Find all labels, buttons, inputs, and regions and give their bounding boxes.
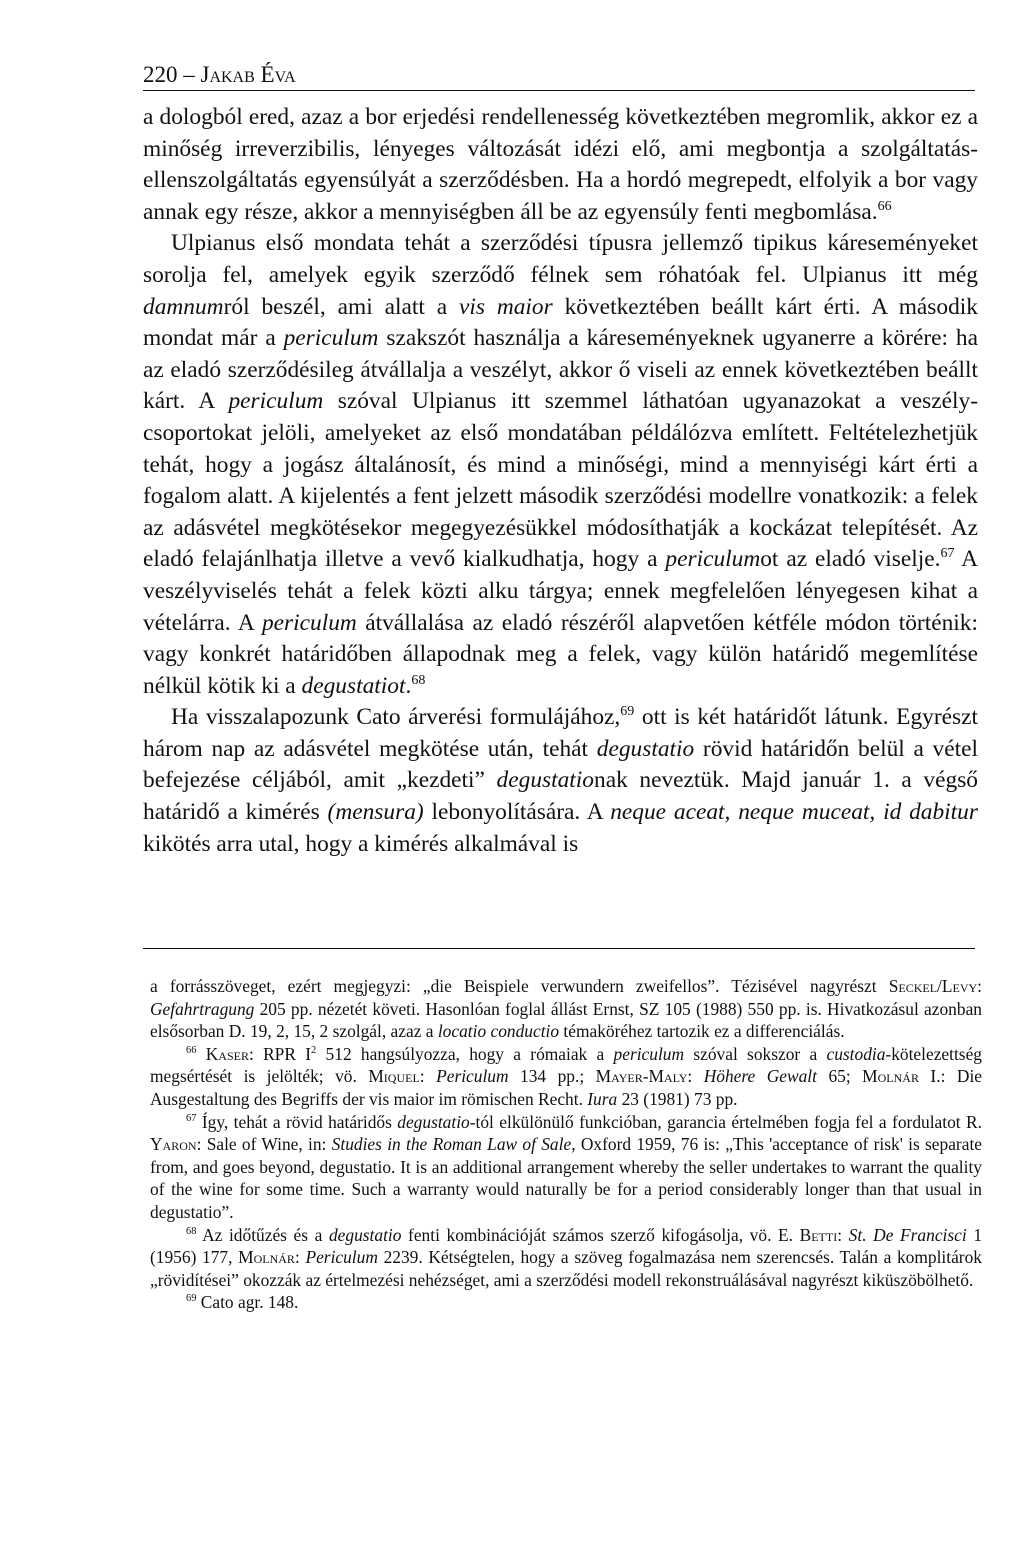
paragraph: a dologból ered, azaz a bor erjedési rendellenesség következtében megromlik, akkor ez a minőség irreverzibilis, lényeges változását idézi elő, ami megbontja a szolgáltatás-ellenszolgáltatás egyensúlyát a szerződésben. Ha a hordó megrepedt, elfolyik a bor vagy annak egy része, akkor a mennyiségben áll be az egyensúly fenti megbomlása.$^{66}$ bbox=[143, 104, 978, 225]
footnote-ref: 69 bbox=[620, 703, 635, 720]
author-name: Jakab Éva bbox=[200, 62, 296, 87]
footnotes bbox=[150, 975, 982, 1314]
main-text bbox=[143, 102, 978, 860]
running-header bbox=[143, 62, 975, 91]
footnote-66: $^{66}$ Kaser: RPR $I^2$ 512 hangsúlyozza, hogy a rómaiak a periculum szóval sokszor a custodia-kötelezettség megsértését is jelölték; vö. Miquel: Periculum 134 pp.; Mayer-Maly: Höhere Gewalt 65; Molnár I.: Die Ausgestaltung des Begriffs der vis maior im römischen Recht. Iura 23 (1981) 73 pp. bbox=[150, 1043, 982, 1109]
page-number: 220 – bbox=[143, 62, 195, 87]
footnote-ref: 68 bbox=[411, 671, 426, 688]
footnote-68: $^{68}$ Az időtűzés és a degustatio fenti kombinációját számos szerző kifogásolja, vö. E. Betti: St. De Francisci 1 (1956) 177, Molnár: Periculum 2239. Kétségtelen, hogy a szöveg fogalmazása nem szerencsés. Talán a komplitárok „rövidítései” okozzák az értelmezési nehézséget, ami a szerződési modell rekonstruálásával nagyrészt kiküszöbölhető. bbox=[150, 1224, 983, 1290]
paragraph: Ulpianus első mondata tehát a szerződési típusra jellemző tipikus káreseményeket sorolja fel, amelyek egyik szerződő félnek sem róhatóak fel. Ulpianus itt még damnumról beszél, ami alatt a vis maior következtében beállt kárt érti. A második mondat már a periculum szakszót használja a káreseményeknek ugyanerre a körére: ha az eladó szerződésileg átvállalja a veszélyt, akkor ő viseli az ennek következtében beállt kárt. A periculum szóval Ulpianus itt szemmel láthatóan ugyanazokat a veszély-csoportokat jelöli, amelyeket az első mondatában példálózva említett. Feltételezhetjük tehát, hogy a jogász általánosít, és mind a minőségi, mind a mennyiségi kárt érti a fogalom alatt. A kijelentés a fent jelzett második szerződési modellre vonatkozik: a felek az adásvétel megkötésekor megegyezésükkel módosíthatják a kockázat telepítését. Az eladó felajánlhatja illetve a vevő kialkudhatja, hogy a periculumot az eladó viselje.$^{67}$ A veszélyviselés tehát a felek közti alku tárgya; ennek megfelelően lényegesen kihat a vételárra. A periculum átvállalása az eladó részéről alapvetően kétféle módon történik: vagy konkrét határidőben állapodnak meg a felek, vagy külön határidő megemlítése nélkül kötik ki a degustatiot.$^{68}$ bbox=[143, 230, 979, 699]
footnote-ref: 66 bbox=[877, 197, 892, 214]
footnote-ref: 67 bbox=[940, 545, 955, 562]
footnote-69: $^{69}$ Cato agr. 148. bbox=[186, 1292, 299, 1313]
footnote-continuation: a forrásszöveget, ezért megjegyzi: „die Beispiele verwundern zweifellos”. Tézisével nagyrészt Seckel/Levy: Gefahrtragung 205 pp. nézetét követi. Hasonlóan foglal állást Ernst, SZ 105 (1988) 550 pp. is. Hivatkozásul azonban elsősorban D. 19, 2, 15, 2 szolgál, azaz a locatio conductio témaköréhez tartozik ez a differenciálás. bbox=[150, 976, 982, 1042]
paragraph: Ha visszalapozunk Cato árverési formulájához,$^{69}$ ott is két határidőt látunk. Egyrészt három nap az adásvétel megkötése után, tehát degustatio rövid határidőn belül a vétel befejezése céljából, amit „kezdeti” degustationak neveztük. Majd január 1. a végső határidő a kimérés (mensura) lebonyolítására. A neque aceat, neque muceat, id dabitur kikötés arra utal, hogy a kimérés alkalmával is bbox=[143, 703, 978, 857]
footnote-67: $^{67}$ Így, tehát a rövid határidős degustatio-tól elkülönülő funkcióban, garancia értelmében fogja fel a fordulatot R. Yaron: Sale of Wine, in: Studies in the Roman Law of Sale, Oxford 1959, 76 is: „This 'acceptance of risk' is separate from, and goes beyond, degustatio. It is an additional arrangement whereby the seller undertakes to warrant the quality of the wine for some time. Such a warranty would naturally be for a period considerably longer than that usual in degustatio”. bbox=[150, 1111, 982, 1222]
footnote-divider bbox=[143, 948, 975, 949]
